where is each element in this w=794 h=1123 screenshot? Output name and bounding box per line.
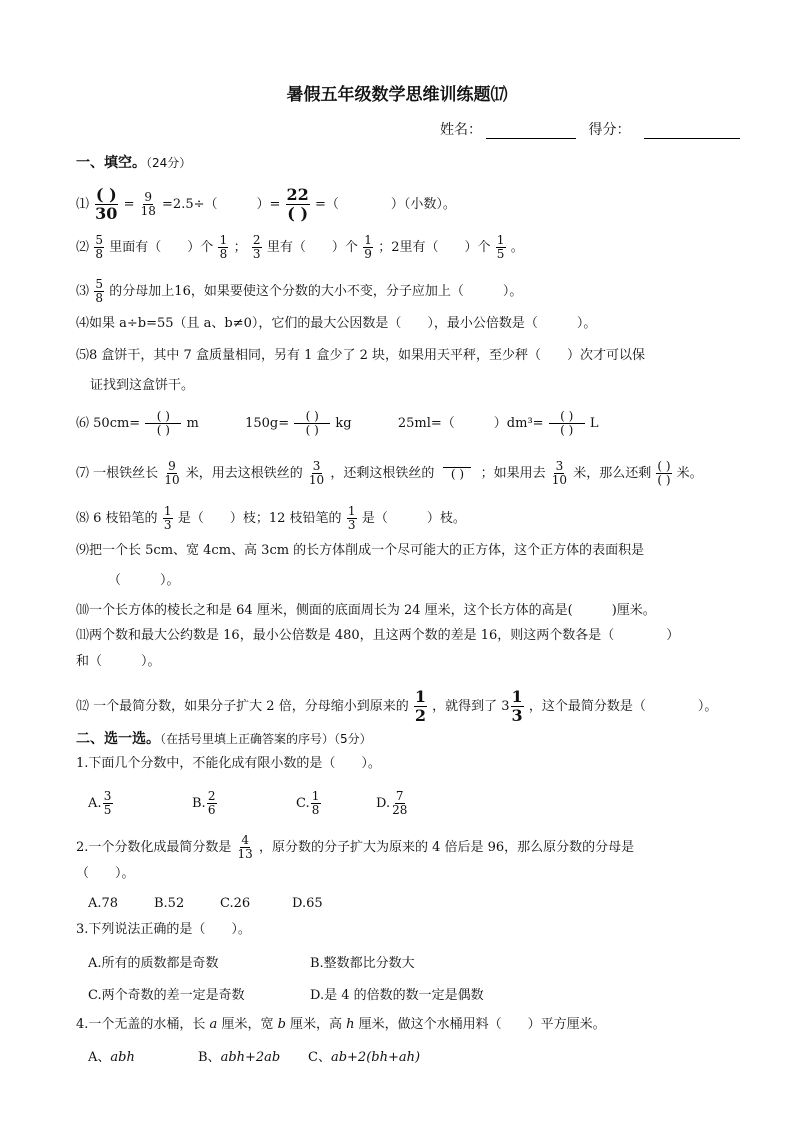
question-text: ；如果用去	[480, 466, 546, 481]
question-number: ⑴	[76, 197, 90, 212]
fraction: $\frac{1}{3}$	[163, 504, 172, 532]
question-number: ⑷	[76, 316, 90, 331]
option-b[interactable]: B.整数都比分数大	[310, 956, 415, 971]
fraction: $\frac{9}{18}$	[140, 190, 156, 218]
name-label: 姓名：	[440, 122, 482, 138]
question-text: 米，用去这根铁丝的	[185, 466, 303, 481]
option-a[interactable]: A. $\frac{3}{5}$	[88, 789, 112, 817]
option-b[interactable]: B.52	[154, 896, 185, 911]
fraction: $\frac{1}{3}$	[511, 687, 523, 725]
option-a[interactable]: A.78	[88, 896, 119, 911]
question-text: ；	[233, 240, 247, 255]
question-text: 8 盒饼干，其中 7 盒质量相同，另有 1 盒少了 2 块，如果用天平秤，至少秤（ ）次才可以保	[89, 348, 646, 363]
question-text: 如果 a÷b=55（且 a、b≠0），它们的最大公因数是（ ），最小公倍数是（ ）。	[89, 316, 597, 331]
name-score-line	[440, 119, 740, 139]
section-2-note: （在括号里填上正确答案的序号）（5分）	[160, 732, 372, 746]
fraction: $\frac{1}{2}$	[414, 687, 426, 725]
fraction: $\frac{9}{10}$	[164, 459, 180, 487]
question-text: ；2里有（ ）个	[378, 240, 491, 255]
fraction: $\frac{4}{13}$	[237, 833, 253, 861]
question-text: 厘米，做这个水桶用料（ ）平方厘米。	[354, 1017, 606, 1032]
fraction: $\frac{2}{6}$	[207, 789, 216, 817]
option-c[interactable]: C.26	[220, 896, 251, 911]
fraction: $\frac{1}{8}$	[311, 789, 320, 817]
option-d[interactable]: D.65	[292, 896, 323, 911]
section-1-title: 一、填空。	[76, 155, 146, 171]
option-c[interactable]: C.两个奇数的差一定是奇数	[88, 988, 245, 1003]
question-text: ，就得到了 3	[432, 699, 510, 714]
question-3	[76, 278, 522, 305]
fraction: $\frac{( )}{30}$	[95, 185, 118, 223]
question-text: =2.5÷（ ）=	[162, 197, 281, 212]
fraction: $\frac{1}{5}$	[496, 233, 505, 261]
question-9-continued: （ ）。	[108, 573, 180, 588]
fraction-blank[interactable]: $\frac{( )}{( )}$	[294, 410, 330, 437]
question-text: 6 枝铅笔的	[93, 511, 158, 526]
name-blank[interactable]	[486, 124, 576, 139]
question-2	[76, 234, 524, 261]
option-b[interactable]: B、abh+2ab	[198, 1050, 281, 1065]
question-text: 米，那么还剩	[573, 466, 652, 481]
question-number: ⑼	[76, 543, 90, 558]
variable: a	[209, 1017, 218, 1032]
question-1	[76, 186, 456, 223]
score-blank[interactable]	[644, 124, 740, 139]
question-number: ⑵	[76, 240, 90, 255]
choice-question-2	[76, 834, 634, 861]
fraction-blank[interactable]: $\frac{( )}{( )}$	[145, 410, 181, 437]
question-number: ⑸	[76, 348, 90, 363]
question-text: 一个最简分数，如果分子扩大 2 倍，分母缩小到原来的	[93, 699, 409, 714]
choice-question-2-continued: （ ）。	[76, 866, 135, 881]
fraction: $\frac{3}{10}$	[551, 459, 568, 487]
choice-question-1: 1.下面几个分数中，不能化成有限小数的是（ ）。	[76, 756, 381, 771]
question-number: ⑽	[76, 603, 90, 618]
fraction: $\frac{7}{28}$	[392, 789, 408, 817]
question-text: 50cm=	[93, 416, 141, 431]
option-c[interactable]: C、ab+2(bh+ah)	[308, 1050, 421, 1065]
option-d[interactable]: D. $\frac{7}{28}$	[376, 789, 408, 817]
page-title: 暑假五年级数学思维训练题⒄	[286, 85, 508, 105]
fraction: $\frac{1}{8}$	[219, 233, 228, 261]
fraction: $\frac{2}{3}$	[252, 233, 261, 261]
question-number: ⑻	[76, 511, 90, 526]
question-9	[76, 541, 644, 561]
question-number: ⑹	[76, 416, 90, 431]
question-text: 是（ ）枝。	[361, 511, 466, 526]
question-text: 。	[510, 240, 524, 255]
question-text: 是（ ）枝；12 枝铅笔的	[177, 511, 342, 526]
fraction: $\frac{5}{8}$	[95, 277, 103, 305]
question-12	[76, 688, 717, 725]
question-number: ⑺	[76, 466, 90, 481]
question-11-continued: 和（ ）。	[76, 654, 161, 669]
question-text: 里面有（ ）个	[109, 240, 214, 255]
question-8	[76, 505, 466, 532]
option-c[interactable]: C. $\frac{1}{8}$	[296, 789, 320, 817]
fraction: $\frac{1}{3}$	[347, 504, 356, 532]
equals: =	[123, 197, 135, 212]
unit: L	[589, 416, 599, 431]
question-number: ⑶	[76, 284, 90, 299]
question-11	[76, 626, 679, 646]
variable: b	[277, 1017, 286, 1032]
question-text: 把一个长 5cm、宽 4cm、高 3cm 的长方体削成一个尽可能大的正方体，这个正方体的表面积是	[89, 543, 645, 558]
question-text: ，这个最简分数是（ ）。	[528, 699, 718, 714]
question-text: ，原分数的分子扩大为原来的 4 倍后是 96，那么原分数的分母是	[258, 840, 635, 855]
option-d[interactable]: D.是 4 的倍数的数一定是偶数	[310, 988, 484, 1003]
question-text: 厘米，高	[285, 1017, 347, 1032]
option-b[interactable]: B. $\frac{2}{6}$	[192, 789, 216, 817]
question-text: ，还剩这根铁丝的	[330, 466, 435, 481]
question-5-continued: 证找到这盒饼干。	[90, 378, 195, 393]
question-text: 里有（ ）个	[266, 240, 358, 255]
section-2-heading	[76, 728, 372, 748]
question-7	[76, 460, 703, 487]
question-text: 两个数和最大公约数是 16，最小公倍数是 480，且这两个数的差是 16，则这两个数各是（ ）	[89, 628, 680, 643]
fraction: $\frac{3}{5}$	[103, 789, 112, 817]
fraction-blank[interactable]: $\frac{( )}{( )}$	[549, 410, 585, 437]
unit: m	[186, 416, 199, 431]
question-number: ⑿	[76, 699, 90, 714]
option-a[interactable]: A、abh	[88, 1050, 135, 1065]
question-number: ⑾	[76, 628, 90, 643]
fraction: $\frac{22}{( )}$	[286, 185, 309, 223]
question-5	[76, 346, 645, 366]
section-1-heading	[76, 152, 191, 172]
question-text: 150g=	[245, 416, 290, 431]
fraction: $\frac{1}{9}$	[364, 233, 372, 261]
fraction-blank[interactable]: $\frac{( )}{( )}$	[657, 459, 671, 487]
question-text: =（ ）（小数）。	[314, 197, 456, 212]
question-text: 米。	[676, 466, 703, 481]
choice-question-4	[76, 1015, 606, 1035]
question-10	[76, 601, 656, 621]
unit: kg	[335, 416, 352, 431]
question-text: 厘米，宽	[217, 1017, 278, 1032]
choice-question-3: 3.下列说法正确的是（ ）。	[76, 922, 251, 937]
fraction-blank[interactable]: ( )	[439, 467, 475, 481]
question-text: 一个长方体的棱长之和是 64 厘米，侧面的底面周长为 24 厘米，这个长方体的高是( )厘米。	[89, 603, 656, 618]
section-2-title: 二、选一选。	[76, 731, 160, 747]
variable: h	[346, 1017, 355, 1032]
section-1-note: （24分）	[146, 156, 192, 170]
option-a[interactable]: A.所有的质数都是奇数	[88, 956, 219, 971]
question-text: 的分母加上16，如果要使这个分数的大小不变，分子应加上（ ）。	[109, 284, 523, 299]
question-text: 2.一个分数化成最简分数是	[76, 840, 232, 855]
question-text: 4.一个无盖的水桶，长	[76, 1017, 210, 1032]
question-4	[76, 314, 596, 334]
fraction: $\frac{3}{10}$	[308, 459, 325, 487]
question-6	[76, 410, 599, 437]
question-text: 25ml=（ ）dm³=	[397, 416, 544, 431]
score-label: 得分：	[588, 122, 631, 138]
fraction: $\frac{5}{8}$	[95, 233, 103, 261]
question-text: 一根铁丝长	[93, 466, 159, 481]
